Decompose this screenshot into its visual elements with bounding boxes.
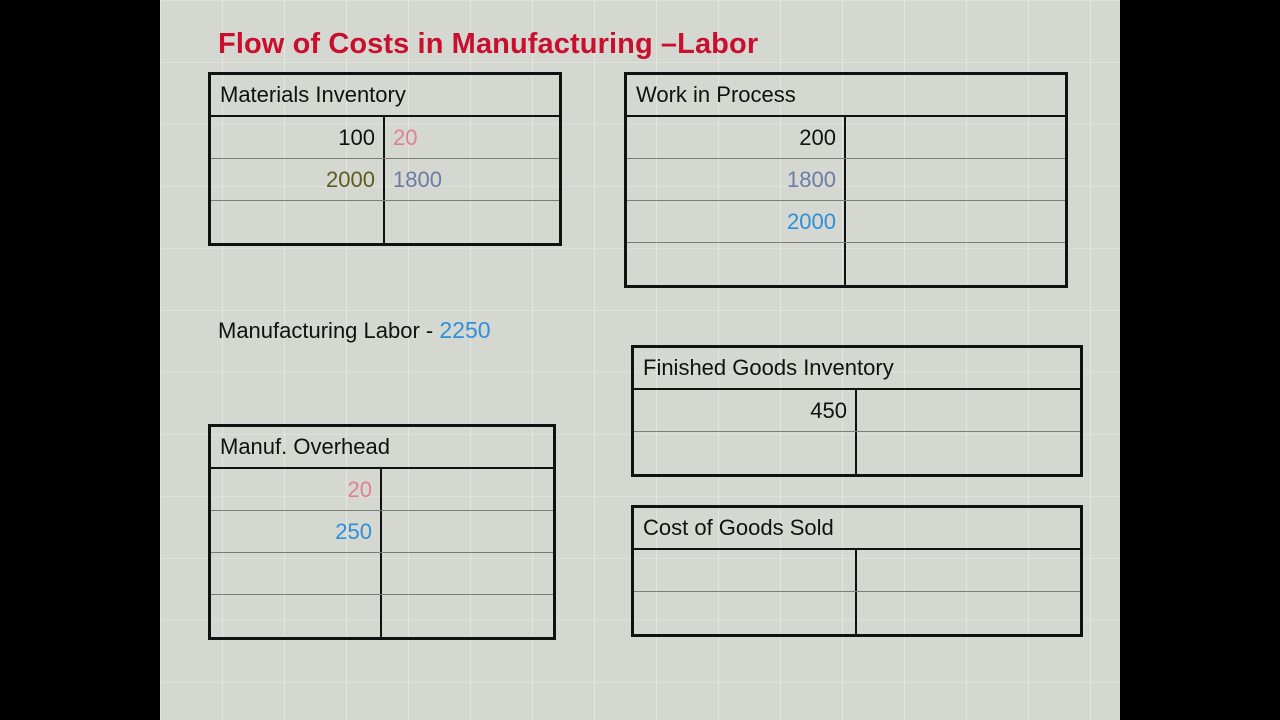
debit-cell: 250 bbox=[211, 511, 382, 552]
debit-cell: 200 bbox=[627, 117, 846, 158]
t-account-row bbox=[211, 553, 553, 595]
t-account-title: Materials Inventory bbox=[211, 75, 559, 117]
t-account-materials-inventory bbox=[208, 72, 562, 246]
debit-cell: 2000 bbox=[627, 201, 846, 242]
letterbox-right bbox=[1120, 0, 1280, 720]
debit-cell: 100 bbox=[211, 117, 385, 158]
debit-cell bbox=[627, 243, 846, 285]
credit-cell bbox=[382, 595, 553, 637]
t-account-title: Manuf. Overhead bbox=[211, 427, 553, 469]
credit-cell bbox=[846, 159, 1065, 200]
debit-cell: 450 bbox=[634, 390, 857, 431]
t-account-row bbox=[634, 432, 1080, 474]
credit-cell bbox=[846, 201, 1065, 242]
debit-cell: 20 bbox=[211, 469, 382, 510]
t-account-finished-goods-inventory bbox=[631, 345, 1083, 477]
t-account-row bbox=[634, 550, 1080, 592]
t-account-row bbox=[627, 159, 1065, 201]
credit-cell bbox=[846, 117, 1065, 158]
t-account-row bbox=[634, 592, 1080, 634]
t-account-title: Finished Goods Inventory bbox=[634, 348, 1080, 390]
t-account-cost-of-goods-sold bbox=[631, 505, 1083, 637]
debit-cell bbox=[634, 432, 857, 474]
debit-cell: 2000 bbox=[211, 159, 385, 200]
credit-cell bbox=[382, 553, 553, 594]
debit-cell bbox=[211, 201, 385, 243]
credit-cell: 20 bbox=[393, 124, 418, 150]
debit-cell bbox=[211, 595, 382, 637]
t-account-row bbox=[627, 201, 1065, 243]
credit-cell bbox=[857, 390, 1080, 431]
credit-cell bbox=[382, 469, 553, 510]
letterbox-left bbox=[0, 0, 160, 720]
t-account-row bbox=[627, 243, 1065, 285]
t-account-work-in-process bbox=[624, 72, 1068, 288]
t-account-row bbox=[211, 117, 559, 159]
slide-canvas bbox=[160, 0, 1120, 720]
credit-cell bbox=[857, 432, 1080, 474]
t-account-row bbox=[211, 159, 559, 201]
credit-cell bbox=[857, 592, 1080, 634]
credit-cell: 1800 bbox=[393, 166, 442, 192]
credit-cell bbox=[857, 550, 1080, 591]
credit-cell bbox=[846, 243, 1065, 285]
t-account-title: Cost of Goods Sold bbox=[634, 508, 1080, 550]
debit-cell: 1800 bbox=[627, 159, 846, 200]
t-account-row bbox=[211, 595, 553, 637]
t-account-manufacturing-overhead bbox=[208, 424, 556, 640]
page-title: Flow of Costs in Manufacturing –Labor bbox=[218, 28, 759, 60]
debit-cell bbox=[634, 592, 857, 634]
debit-cell bbox=[211, 553, 382, 594]
manufacturing-labor-amount: 2250 bbox=[439, 317, 491, 343]
t-account-row bbox=[634, 390, 1080, 432]
manufacturing-labor-label: Manufacturing Labor - bbox=[218, 318, 434, 343]
t-account-row bbox=[211, 511, 553, 553]
manufacturing-labor-line bbox=[218, 317, 491, 344]
debit-cell bbox=[634, 550, 857, 591]
t-account-row bbox=[627, 117, 1065, 159]
credit-cell bbox=[382, 511, 553, 552]
t-account-row bbox=[211, 201, 559, 243]
credit-cell bbox=[385, 201, 559, 243]
t-account-row bbox=[211, 469, 553, 511]
t-account-title: Work in Process bbox=[627, 75, 1065, 117]
